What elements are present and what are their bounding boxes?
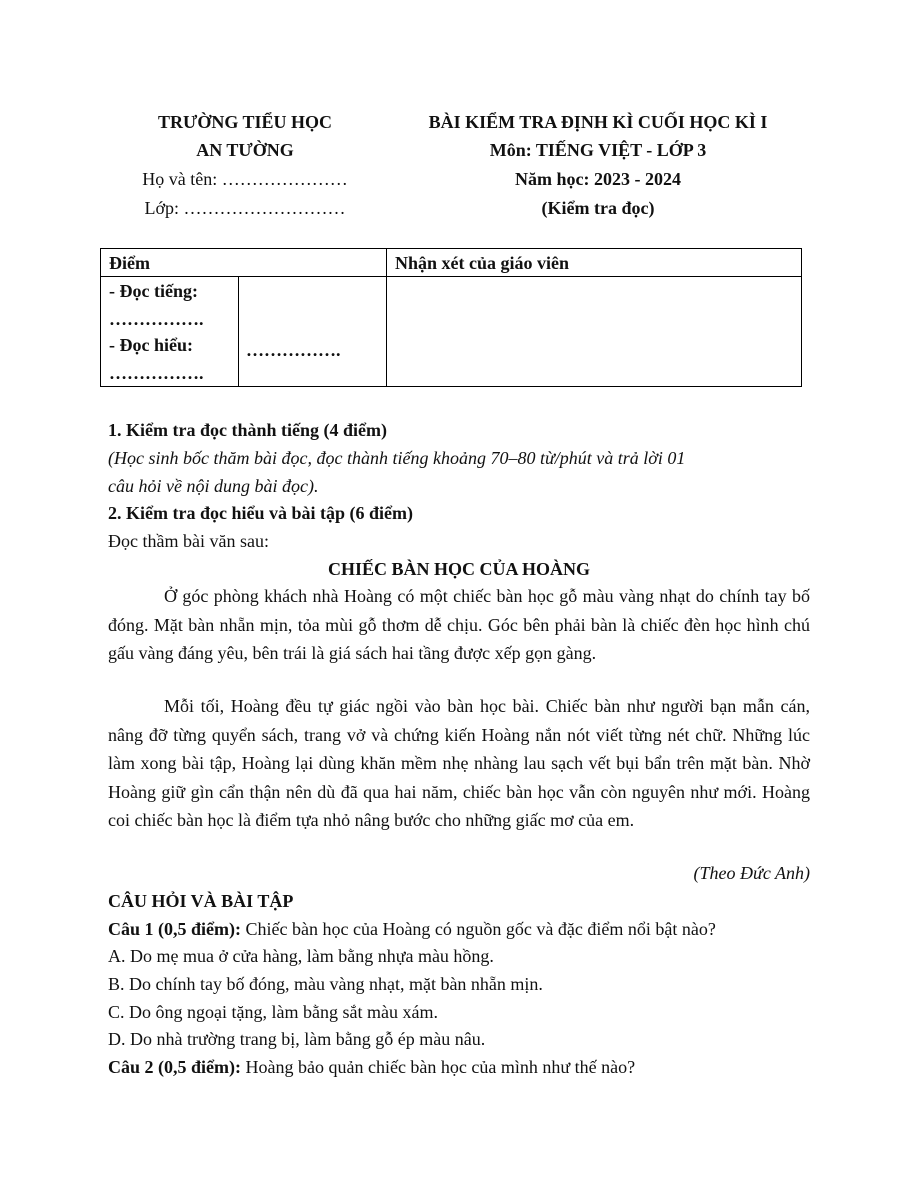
passage-title: CHIẾC BÀN HỌC CỦA HOÀNG — [327, 559, 591, 579]
comment-header: Nhận xét của giáo viên — [395, 253, 570, 273]
school-year: Năm học: 2023 - 2024 — [515, 169, 681, 189]
questions-heading: CÂU HỎI VÀ BÀI TẬP — [108, 891, 294, 911]
exam-title: BÀI KIỂM TRA ĐỊNH KÌ CUỐI HỌC KÌ I — [428, 112, 768, 132]
total-score: ……………. — [246, 340, 341, 360]
score-header: Điểm — [109, 253, 150, 273]
table-divider — [238, 276, 239, 386]
table-divider — [386, 249, 387, 386]
passage-paragraph-2: Mỗi tối, Hoàng đều tự giác ngồi vào bàn học bài. Chiếc bàn như người bạn mẫn cán, nâng đỡ từng quyển sách, trang vở và chứng kiến Hoàng nắn nót viết từng nét chữ. Những lúc làm xong bài tập, Hoàng lại dùng khăn mềm nhẹ nhàng lau sạch vết bụi bẩn trên mặt bàn. Nhờ Hoàng giữ gìn cẩn thận nên dù đã qua hai năm, chiếc bàn học vẫn còn nguyên như mới. Hoàng coi chiếc bàn học là điểm tựa nhỏ nâng bước cho những giấc mơ của em. — [108, 696, 810, 830]
question-2-label: Câu 2 (0,5 điểm): — [108, 1057, 241, 1077]
question-2 — [108, 1053, 635, 1081]
section1-instruction-line1: (Học sinh bốc thăm bài đọc, đọc thành tiếng khoảng 70–80 từ/phút và trả lời 01 — [108, 448, 686, 468]
question-1-option-b[interactable]: B. Do chính tay bố đóng, màu vàng nhạt, mặt bàn nhẵn mịn. — [108, 974, 543, 994]
exam-subject: Môn: TIẾNG VIỆT - LỚP 3 — [489, 140, 707, 160]
score-table — [100, 248, 802, 387]
reading-aloud-score: ……………. — [109, 309, 204, 329]
section1-title: 1. Kiểm tra đọc thành tiếng (4 điểm) — [108, 420, 387, 440]
question-1 — [108, 915, 716, 943]
section1-instruction-line2: câu hỏi về nội dung bài đọc). — [108, 476, 319, 496]
question-1-option-a[interactable]: A. Do mẹ mua ở cửa hàng, làm bằng nhựa màu hồng. — [108, 946, 494, 966]
exam-type: (Kiểm tra đọc) — [541, 198, 655, 218]
reading-aloud-label: - Đọc tiếng: — [109, 281, 198, 301]
question-1-option-d[interactable]: D. Do nhà trường trang bị, làm bằng gỗ ép màu nâu. — [108, 1029, 486, 1049]
question-2-text: Hoàng bảo quản chiếc bàn học của mình như thế nào? — [241, 1057, 636, 1077]
question-1-label: Câu 1 (0,5 điểm): — [108, 919, 241, 939]
section2-instruction: Đọc thầm bài văn sau: — [108, 531, 269, 551]
section2-title: 2. Kiểm tra đọc hiểu và bài tập (6 điểm) — [108, 503, 413, 523]
question-1-text: Chiếc bàn học của Hoàng có nguồn gốc và đặc điểm nổi bật nào? — [241, 919, 716, 939]
reading-comp-score: ……………. — [109, 363, 204, 383]
student-name-field: Họ và tên: ………………… — [142, 169, 348, 189]
school-name-line2: AN TƯỜNG — [196, 140, 294, 160]
school-name-line1: TRƯỜNG TIỂU HỌC — [157, 112, 333, 132]
reading-comp-label: - Đọc hiểu: — [109, 335, 193, 355]
question-1-option-c[interactable]: C. Do ông ngoại tặng, làm bằng sắt màu xám. — [108, 1002, 438, 1022]
passage-source: (Theo Đức Anh) — [693, 863, 810, 883]
student-class-field: Lớp: ……………………… — [144, 198, 346, 218]
passage-paragraph-1: Ở góc phòng khách nhà Hoàng có một chiếc bàn học gỗ màu vàng nhạt do chính tay bố đóng. Mặt bàn nhẵn mịn, tỏa mùi gỗ thơm dễ chịu. Góc bên phải bàn là chiếc đèn học hình chú gấu vàng đáng yêu, bên trái là giá sách hai tầng được xếp gọn gàng. — [108, 586, 810, 663]
